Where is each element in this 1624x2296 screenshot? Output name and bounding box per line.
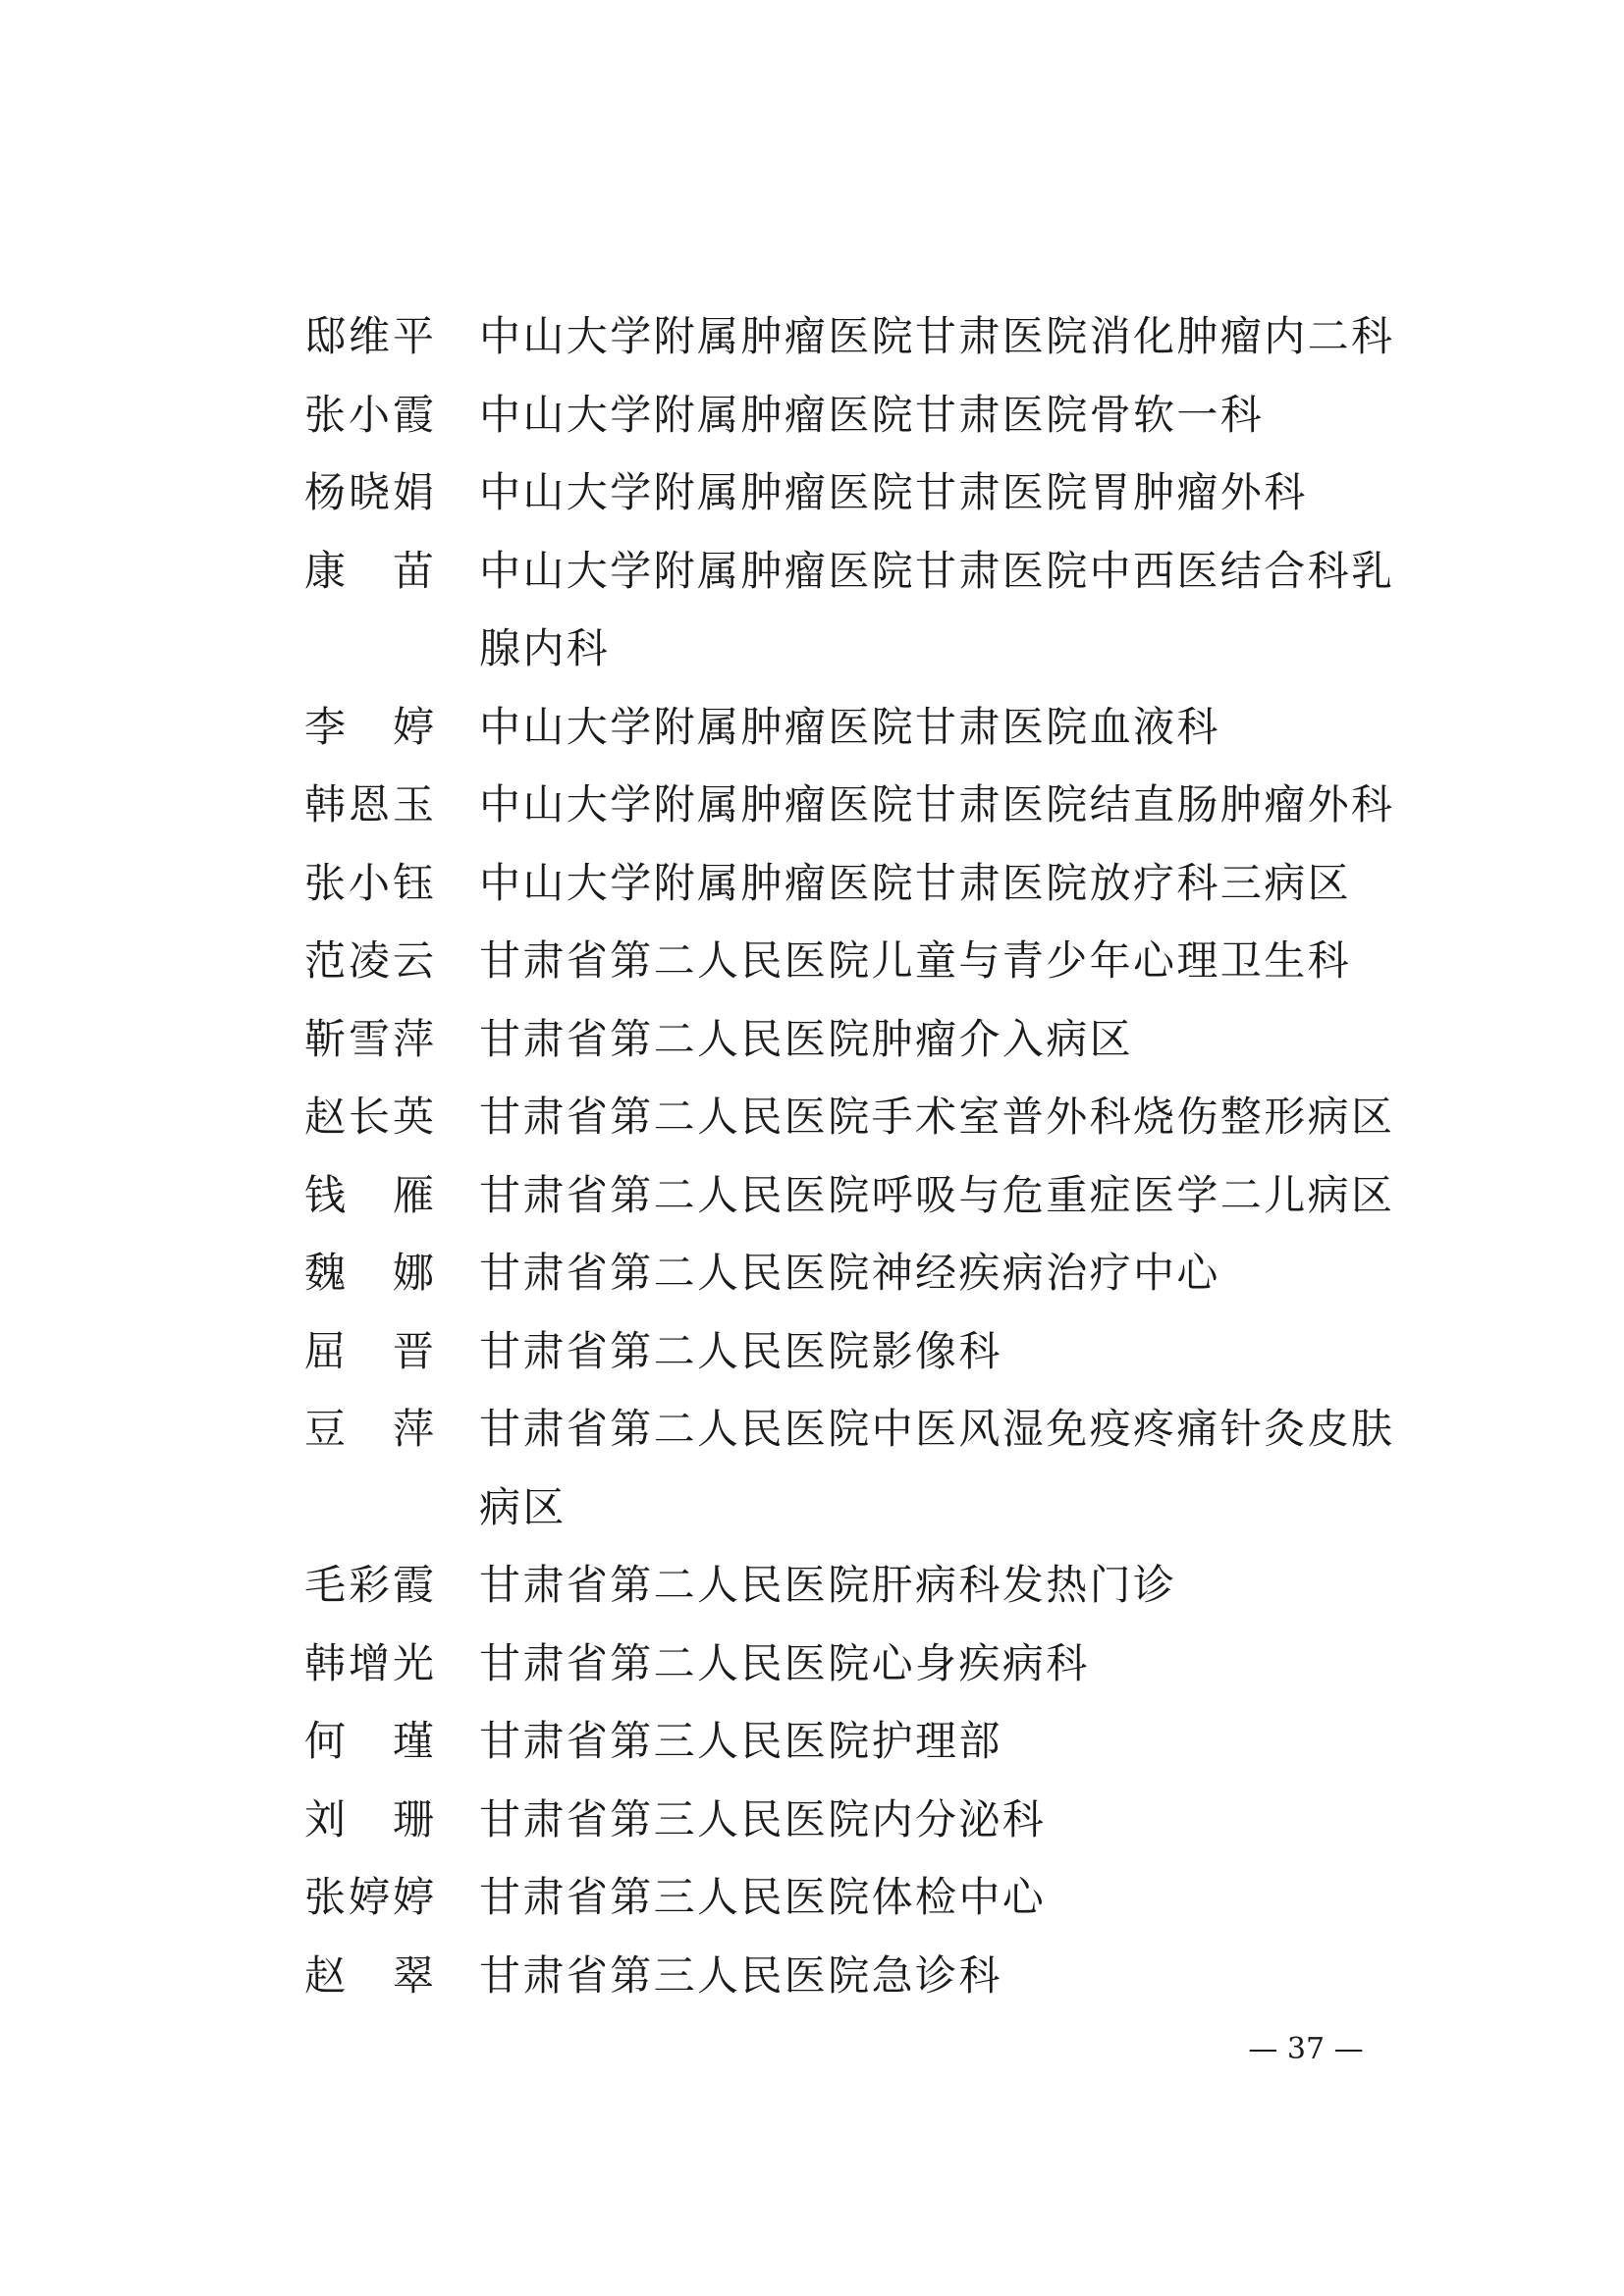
person-name: 毛 彩 霞 [304, 1561, 434, 1609]
list-item [0, 1625, 1624, 1703]
affiliation: 甘肃省第二人民医院手术室普外科烧伤整形病区 [479, 1093, 1395, 1141]
affiliation: 甘肃省第二人民医院神经疾病治疗中心 [479, 1249, 1220, 1297]
person-name: 韩 恩 玉 [304, 780, 434, 828]
person-name: 钱 雁 [304, 1170, 434, 1219]
person-name: 张 小 钰 [304, 858, 434, 907]
affiliation: 甘肃省第三人民医院内分泌科 [479, 1794, 1047, 1843]
person-name: 刘 珊 [304, 1794, 434, 1843]
list-item [0, 688, 1624, 767]
list-item [0, 1078, 1624, 1156]
list-item [0, 1390, 1624, 1531]
list-item [0, 376, 1624, 454]
person-name: 韩 增 光 [304, 1638, 434, 1687]
affiliation: 中山大学附属肿瘤医院甘肃医院血液科 [479, 702, 1220, 751]
affiliation: 甘肃省第二人民医院心身疾病科 [479, 1638, 1090, 1687]
affiliation: 甘肃省第二人民医院影像科 [479, 1326, 1002, 1375]
affiliation: 甘肃省第二人民医院中医风湿免疫疼痛针灸皮肤病区 [479, 1405, 1395, 1531]
list-item [0, 1858, 1624, 1937]
list-item [0, 1781, 1624, 1859]
list-item [0, 454, 1624, 532]
list-item [0, 1156, 1624, 1235]
person-name: 张 婷 婷 [304, 1873, 434, 1921]
affiliation: 甘肃省第三人民医院护理部 [479, 1717, 1002, 1765]
list-item [0, 1702, 1624, 1781]
person-name: 何 瑾 [304, 1717, 434, 1765]
affiliation: 甘肃省第三人民医院体检中心 [479, 1873, 1047, 1921]
affiliation: 甘肃省第二人民医院呼吸与危重症医学二儿病区 [479, 1170, 1395, 1219]
person-name: 邸 维 平 [304, 312, 434, 360]
list-item [0, 922, 1624, 1000]
list-item [0, 1937, 1624, 2015]
person-name: 豆 萍 [304, 1405, 434, 1453]
list-item [0, 297, 1624, 376]
affiliation: 中山大学附属肿瘤医院甘肃医院胃肿瘤外科 [479, 468, 1308, 516]
person-name: 张 小 霞 [304, 390, 434, 439]
list-item [0, 1234, 1624, 1312]
person-name: 赵 长 英 [304, 1093, 434, 1141]
list-item [0, 844, 1624, 923]
list-item [0, 1000, 1624, 1079]
affiliation: 中山大学附属肿瘤医院甘肃医院放疗科三病区 [479, 858, 1352, 907]
affiliation: 甘肃省第三人民医院急诊科 [479, 1950, 1002, 2000]
person-name: 赵 翠 [304, 1950, 434, 2000]
affiliation: 中山大学附属肿瘤医院甘肃医院中西医结合科乳腺内科 [479, 546, 1395, 672]
affiliation: 甘肃省第二人民医院肿瘤介入病区 [479, 1014, 1134, 1063]
affiliation: 中山大学附属肿瘤医院甘肃医院骨软一科 [479, 390, 1265, 439]
person-name: 范 凌 云 [304, 936, 434, 985]
person-name: 靳 雪 萍 [304, 1014, 434, 1063]
person-name: 李 婷 [304, 702, 434, 751]
list-item [0, 766, 1624, 844]
affiliation: 甘肃省第二人民医院儿童与青少年心理卫生科 [479, 936, 1352, 985]
affiliation: 中山大学附属肿瘤医院甘肃医院结直肠肿瘤外科 [479, 780, 1395, 828]
person-name: 杨 晓 娟 [304, 468, 434, 516]
list-item [0, 532, 1624, 672]
person-name: 魏 娜 [304, 1249, 434, 1297]
person-name: 康 苗 [304, 546, 434, 595]
affiliation: 甘肃省第二人民医院肝病科发热门诊 [479, 1561, 1177, 1609]
list-item [0, 1546, 1624, 1625]
page-number: — 37 — [1248, 2032, 1364, 2066]
affiliation: 中山大学附属肿瘤医院甘肃医院消化肿瘤内二科 [479, 312, 1395, 360]
person-name: 屈 晋 [304, 1326, 434, 1375]
list-item [0, 1312, 1624, 1391]
